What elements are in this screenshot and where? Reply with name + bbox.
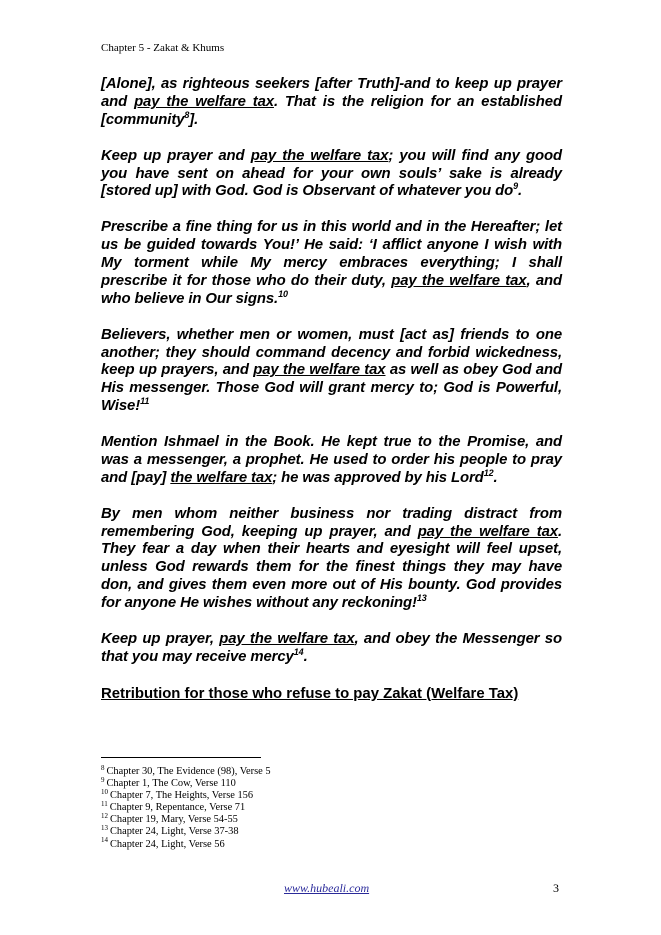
section-heading: Retribution for those who refuse to pay Zakat (Welfare Tax) <box>101 685 519 702</box>
footnote: $^{10}$ Chapter 7, The Heights, Verse 156 <box>101 787 254 802</box>
running-header: Chapter 5 - Zakat & Khums <box>101 42 225 54</box>
footnote-ref[interactable]: 10 <box>278 288 288 299</box>
footnote: $^{14}$ Chapter 24, Light, Verse 56 <box>101 836 225 850</box>
footnote: $^{11}$ Chapter 9, Repentance, Verse 71 <box>101 799 246 814</box>
quote-paragraph: Believers, whether men or women, must [act as] friends to one another; they should command decency and forbid wickedness, keep up prayers, and pay the welfare tax as well as obey God and His messenger. Those God will grant mercy to; God is Powerful, Wise!$^{11}$ <box>101 326 562 415</box>
quote-paragraph: Mention Ishmael in the Book. He kept true to the Promise, and was a messenger, a prophet. He used to order his people to pray and [pay] the welfare tax; he was approved by his Lord$^{12}$. <box>101 434 562 486</box>
quote-paragraph: Keep up prayer and pay the welfare tax; you will find any good you have sent on ahead for your own souls’ sake is already [stored up] with God. God is Observant of whatever you $do^9$. <box>101 147 562 200</box>
quote-paragraph: [Alone], as righteous seekers [after Truth]-and to keep up prayer and pay the welfare tax. That is the religion for an established [community$^8$]. <box>101 76 562 128</box>
footnote-ref[interactable]: 14 <box>293 646 304 657</box>
quote-paragraph: Keep up prayer, pay the welfare tax, and obey the Messenger so that you may receive mercy$^{14}$. <box>101 631 562 665</box>
footnote: $^9$ Chapter 1, The Cow, Verse 110 <box>101 775 236 790</box>
underlined-phrase: pay the welfare tax <box>253 362 386 379</box>
footnote-ref[interactable]: 8 <box>184 109 190 120</box>
footnote: $^{12}$ Chapter 19, Mary, Verse 54-55 <box>101 811 238 826</box>
footnote-ref[interactable]: 13 <box>416 593 427 604</box>
footnote-ref[interactable]: 12 <box>483 467 494 478</box>
footnote-ref[interactable]: 11 <box>140 396 150 407</box>
website-link[interactable]: www.hubeali.com <box>284 881 370 895</box>
underlined-phrase: the welfare tax <box>170 469 273 486</box>
page-number: 3 <box>553 881 559 895</box>
footnote-divider <box>101 757 261 758</box>
footnotes <box>101 763 271 851</box>
main-text <box>101 76 562 703</box>
footnote-ref[interactable]: 9 <box>513 181 519 192</box>
footnote: $^8$ Chapter 30, The Evidence (98), Verse 5 <box>101 763 271 777</box>
underlined-phrase: pay the welfare tax <box>417 523 558 540</box>
underlined-phrase: pay the welfare tax <box>391 272 527 289</box>
underlined-phrase: pay the welfare tax <box>250 147 389 164</box>
underlined-phrase: pay the welfare tax <box>134 93 274 110</box>
quote-paragraph: By men whom neither business nor trading distract from remembering God, keeping up prayer, and pay the welfare tax. They fear a day when their hearts and eyesight will feel upset, unless God rewards them for the finest things they may have don, and gives them even more out of His bounty. God provides for anyone He wishes without any reckoning!$^{13}$ <box>101 505 562 612</box>
quote-paragraph: Prescribe a fine thing for us in this world and in the Hereafter; let us be guided towards You!’ He said: ‘I afflict anyone I wish with My torment while My mercy embraces everything; I shall prescribe it for those who do their duty, pay the welfare tax, and who believe in Our signs.$^{10}$ <box>101 219 562 307</box>
footnote: $^{13}$ Chapter 24, Light, Verse 37-38 <box>101 824 239 838</box>
underlined-phrase: pay the welfare tax <box>219 631 355 647</box>
